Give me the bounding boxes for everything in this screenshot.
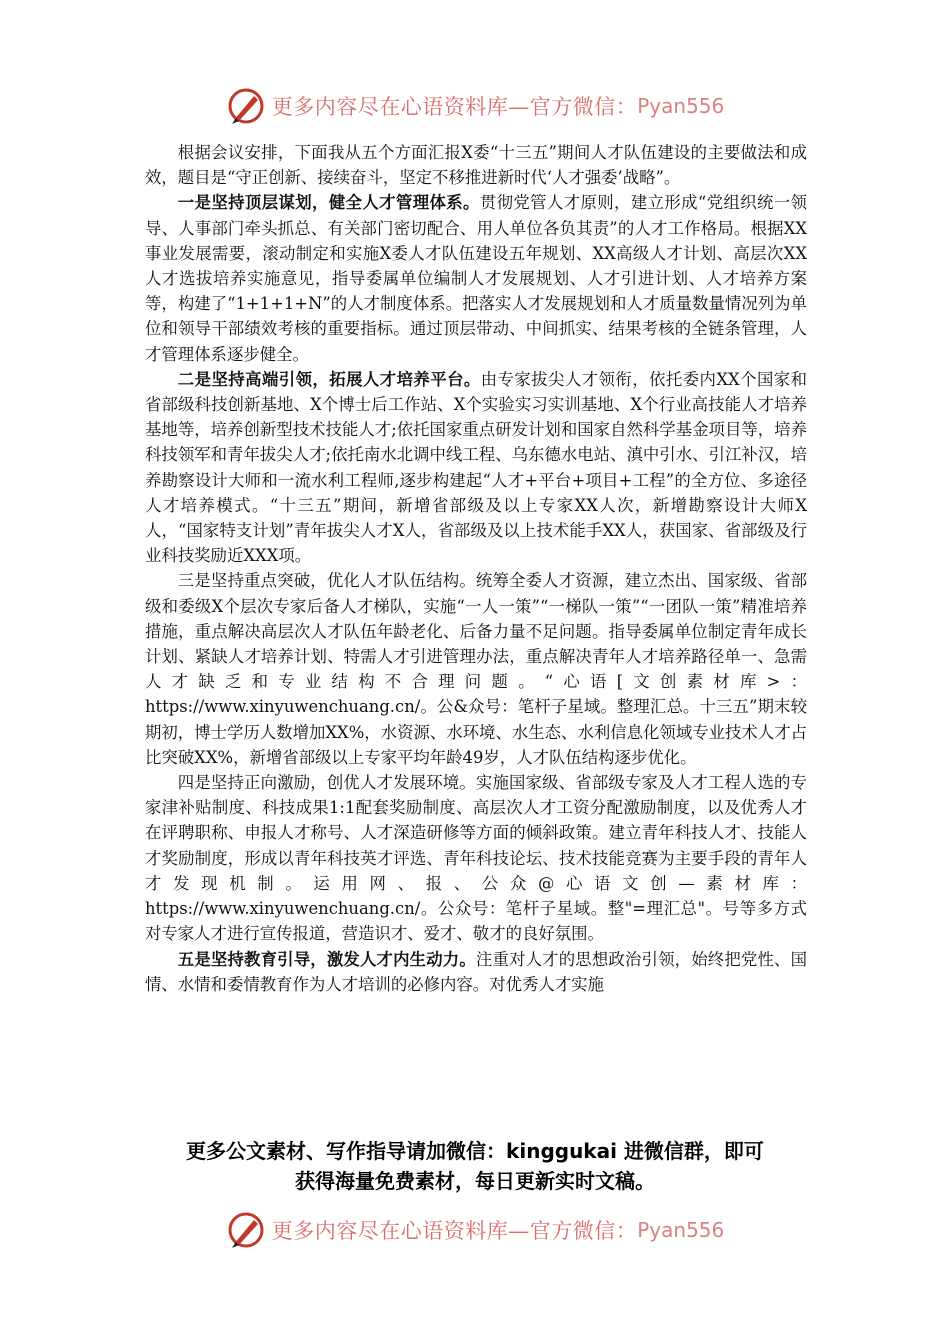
footer-banner — [0, 1210, 950, 1250]
paragraph-text: 三是坚持重点突破，优化人才队伍结构。统筹全委人才资源，建立杰出、国家级、省部级和委级X个层次专家后备人才梯队，实施“一人一策”“一梯队一策”“一团队一策”精准培养措施，重点解决高层次人才队伍年龄老化、后备力量不足问题。指导委属单位制定青年成长计划、紧缺人才培养计划、特需人才引进管理办法，重点解决青年人才培养路径单一、急需人才缺乏和专业结构不合理问题。“心语[文创素材库>：https://www.xinyuwenchuang.cn/。公&众号：笔杆子星域。整理汇总。十三五”期末较期初，博士学历人数增加XX%，水资源、水环境、水生态、水利信息化领域专业技术人才占比突破XX%，新增省部级以上专家平均年龄49岁，人才队伍结构逐步优化。 — [145, 571, 807, 767]
banner-text: 更多内容尽在心语资料库—官方微信： — [271, 1219, 638, 1243]
promo-line-2: 获得海量免费素材，每日更新实时文稿。 — [295, 1169, 655, 1193]
document-body — [145, 140, 807, 997]
paragraph — [145, 140, 807, 190]
paragraph — [145, 770, 807, 946]
banner-wechat-id: Pyan556 — [637, 1218, 725, 1242]
paragraph-lead: 一是坚持顶层谋划，健全人才管理体系。 — [177, 193, 480, 213]
banner-text: 更多内容尽在心语资料库—官方微信： — [271, 95, 638, 119]
paragraph-text: 根据会议安排，下面我从五个方面汇报X委“十三五”期间人才队伍建设的主要做法和成效，题目是“守正创新、接续奋斗，坚定不移推进新时代‘人才强委’战略”。 — [145, 143, 807, 188]
paragraph — [145, 947, 807, 997]
banner-wechat-id: Pyan556 — [637, 94, 725, 118]
paragraph-text: 注重对人才的思想政治引领，始终把党性、国情、水情和委情教育作为人才培训的必修内容。对优秀人才实施 — [145, 949, 807, 994]
paragraph — [145, 190, 807, 366]
promo-notice — [100, 1136, 850, 1196]
paragraph-lead: 五是坚持教育引导，激发人才内生动力。 — [177, 949, 476, 969]
paragraph — [145, 568, 807, 770]
paragraph-text: 由专家拔尖人才领衔，依托委内XX个国家和省部级科技创新基地、X个博士后工作站、X个实验实习实训基地、X个行业高技能人才培养基地等，培养创新型技术技能人才;依托国家重点研发计划和国家自然科学基金项目等，培养科技领军和青年拔尖人才;依托南水北调中线工程、乌东德水电站、滇中引水、引江补汉，培养勘察设计大师和一流水利工程师,逐步构建起“人才+平台+项目+工程”的全方位、多途径人才培养模式。“十三五”期间，新增省部级及以上专家XX人次，新增勘察设计大师X人，“国家特支计划”青年拔尖人才X人，省部级及以上技术能手XX人，获国家、省部级及行业科技奖励近XXX项。 — [145, 369, 808, 566]
paragraph-text: 四是坚持正向激励，创优人才发展环境。实施国家级、省部级专家及人才工程人选的专家津补贴制度、科技成果1:1配套奖励制度、高层次人才工资分配激励制度，以及优秀人才在评聘职称、申报人才称号、人才深造研修等方面的倾斜政策。建立青年科技人才、技能人才奖励制度，形成以青年科技英才评选、青年科技论坛、技术技能竞赛为主要手段的青年人才发现机制。运用网、报、公众@心语文创—素材库：https://www.xinyuwenchuang.cn/。公众号：笔杆子星域。整"=理汇总"。号等多方式对专家人才进行宣传报道，营造识才、爱才、敬才的良好氛围。 — [145, 773, 807, 944]
paragraph-lead: 二是坚持高端引领，拓展人才培养平台。 — [177, 369, 481, 389]
pen-logo-icon — [226, 86, 266, 126]
paragraph — [145, 367, 807, 569]
pen-logo-icon — [226, 1210, 266, 1250]
paragraph-text: 贯彻党管人才原则，建立形成“党组织统一领导、人事部门牵头抓总、有关部门密切配合、用人单位各负其责”的人才工作格局。根据XX事业发展需要，滚动制定和实施X委人才队伍建设五年规划、XX高级人才计划、高层次XX人才选拔培养实施意见，指导委属单位编制人才发展规划、人才引进计划、人才培养方案等，构建了“1+1+1+N”的人才制度体系。把落实人才发展规划和人才质量数量情况列为单位和领导干部绩效考核的重要指标。通过顶层带动、中间抓实、结果考核的全链条管理，人才管理体系逐步健全。 — [145, 193, 807, 364]
promo-line-1: 更多公文素材、写作指导请加微信：kinggukai 进微信群，即可 — [186, 1139, 764, 1163]
header-banner — [0, 86, 950, 126]
